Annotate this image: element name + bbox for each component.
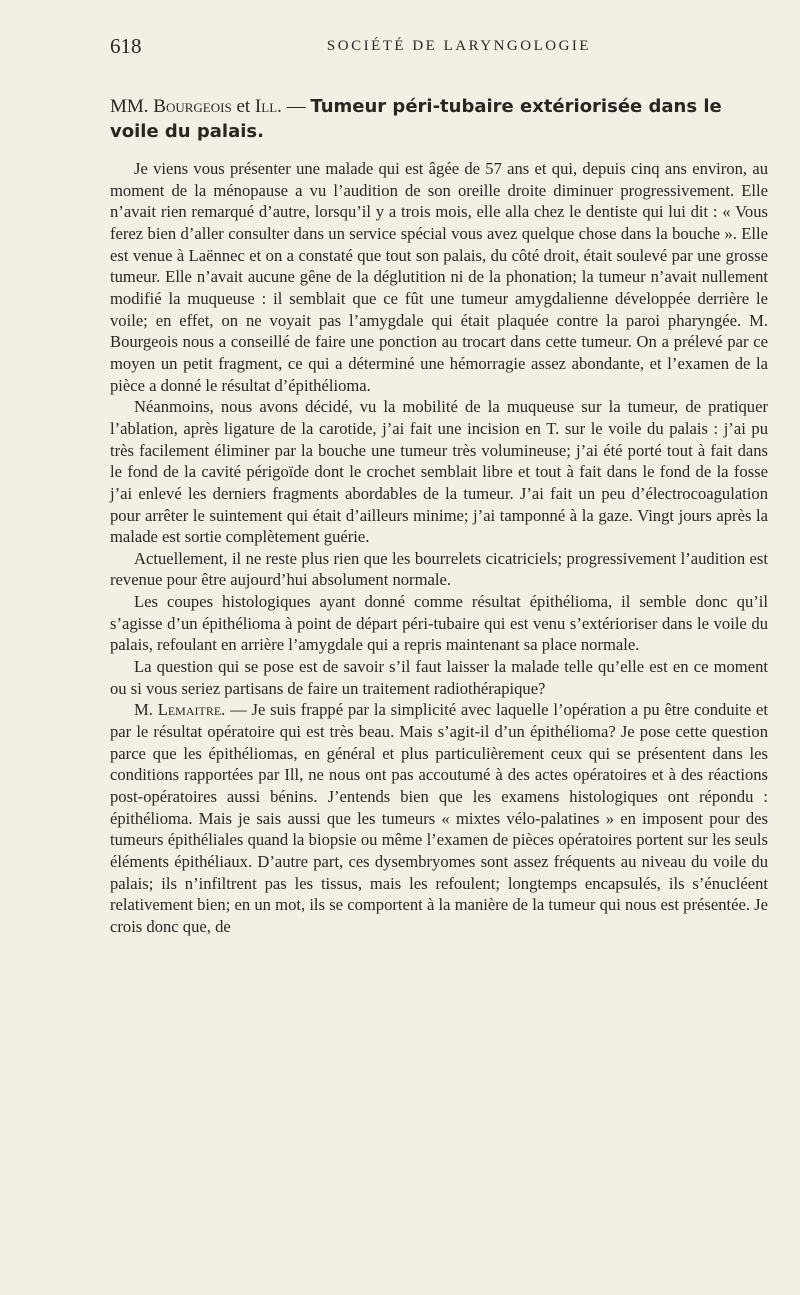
running-head: SOCIÉTÉ DE LARYNGOLOGIE <box>326 38 592 54</box>
reply-dash: . — <box>221 700 252 720</box>
page <box>110 34 768 938</box>
reply-speaker: Lemaitre <box>157 700 222 720</box>
paragraph: Je viens vous présenter une malade qui est âgée de 57 ans et qui, depuis cinq ans environ, au moment de la ménopause a vu l’audition de son oreille droite diminuer progressivement. Elle n’avait rien remarqué d’autre, lorsqu’il y a trois mois, elle alla chez le dentiste qui lui dit : « Vous ferez bien d’aller consulter dans un service spécial vous avez quelque chose dans la bouche ». Elle est venue à Laënnec et on a constaté que tout son palais, du côté droit, était soulevé par une grosse tumeur. Elle n’avait aucune gêne de la déglutition ni de la phonation; la tumeur n’avait nullement modifié la muqueuse : il semblait que ce fût une tumeur amygdalienne développée derrière le voile; en effet, on ne voyait pas l’amygdale qui était plaquée contre la paroi pharyngée. M. Bourgeois nous a conseillé de faire une ponction au trocart dans cette tumeur. On a prélevé par ce moyen un petit fragment, ce qui a déterminé une hémorragie assez abondante, et l’examen de la pièce a donné le résultat d’épithélioma. <box>110 159 768 395</box>
article-title: Tumeur péri-tubaire extériorisée dans le voile du palais. <box>110 96 722 142</box>
page-number: 618 <box>110 34 142 58</box>
paragraph: La question qui se pose est de savoir s’il faut laisser la malade telle qu’elle est en ce moment ou si vous seriez partisans de faire un traitement radiothérapique? <box>110 657 768 698</box>
paragraph: Actuellement, il ne reste plus rien que les bourrelets cicatriciels; progressivement l’audition est revenue pour être aujourd’hui absolument normale. <box>110 548 768 590</box>
author-bourgeois: Bourgeois <box>153 96 232 117</box>
reply-prefix: M. <box>134 700 153 720</box>
reply-paragraph <box>110 699 768 937</box>
authors-conjunction: et <box>236 96 251 117</box>
authors-prefix: MM. <box>110 96 149 117</box>
article-title-block <box>110 94 768 144</box>
reply-text: Je suis frappé par la simplicité avec laquelle l’opération a pu être conduite et par le résultat opératoire qui est très beau. Mais s’agit-il d’un épithélioma? Je pose cette question parce que les épithéliomas, en général et plus particulièrement ceux qui se présentent dans les conditions rapportées par Ill, ne nous ont pas accoutumé à des actes opératoires et à des réactions post-opératoires aussi bénins. J’entends bien que les examens histologiques ont répondu : épithélioma. Mais je sais aussi que les tumeurs « mixtes vélo-palatines » en imposent pour des tumeurs épithéliales quand la biopsie ou même l’examen de pièces opératoires portent sur les seuls éléments épithéliaux. D’autre part, ces dysembryomes sont assez fréquents au niveau du voile du palais; ils n’infiltrent pas les tissus, mais les refoulent; longtemps encapsulés, ils s’énucléent relativement bien; en un mot, ils se comportent à la manière de la tumeur qui nous est présentée. Je crois donc que, de <box>110 700 768 936</box>
title-dash: — <box>281 96 311 117</box>
article-body <box>110 158 768 938</box>
paragraph: Les coupes histologiques ayant donné comme résultat épithélioma, il semble donc qu’il s’agisse d’un épithélioma à point de départ péri-tubaire qui est venu s’extérioriser dans le voile du palais, refoulant en arrière l’amygdale qui a repris maintenant sa place normale. <box>110 592 768 655</box>
page-header <box>110 34 768 64</box>
author-ill: Ill. <box>254 96 282 117</box>
paragraph: Néanmoins, nous avons décidé, vu la mobilité de la muqueuse sur la tumeur, de pratiquer l’ablation, après ligature de la carotide, j’ai fait une incision en T. sur le voile du palais : j’ai pu très facilement éliminer par la bouche une tumeur très volumineuse; j’ai été porté tout à fait dans le fond de la cavité périgoïde dont le crochet semblait libre et tout à fait dans le fond de la fosse j’ai enlevé les derniers fragments abordables de la tumeur. J’ai fait un peu d’électrocoagulation pour arrêter le suintement qui était d’ailleurs minime; j’ai tamponné à la gaze. Vingt jours après la malade est sortie complètement guérie. <box>110 397 768 547</box>
